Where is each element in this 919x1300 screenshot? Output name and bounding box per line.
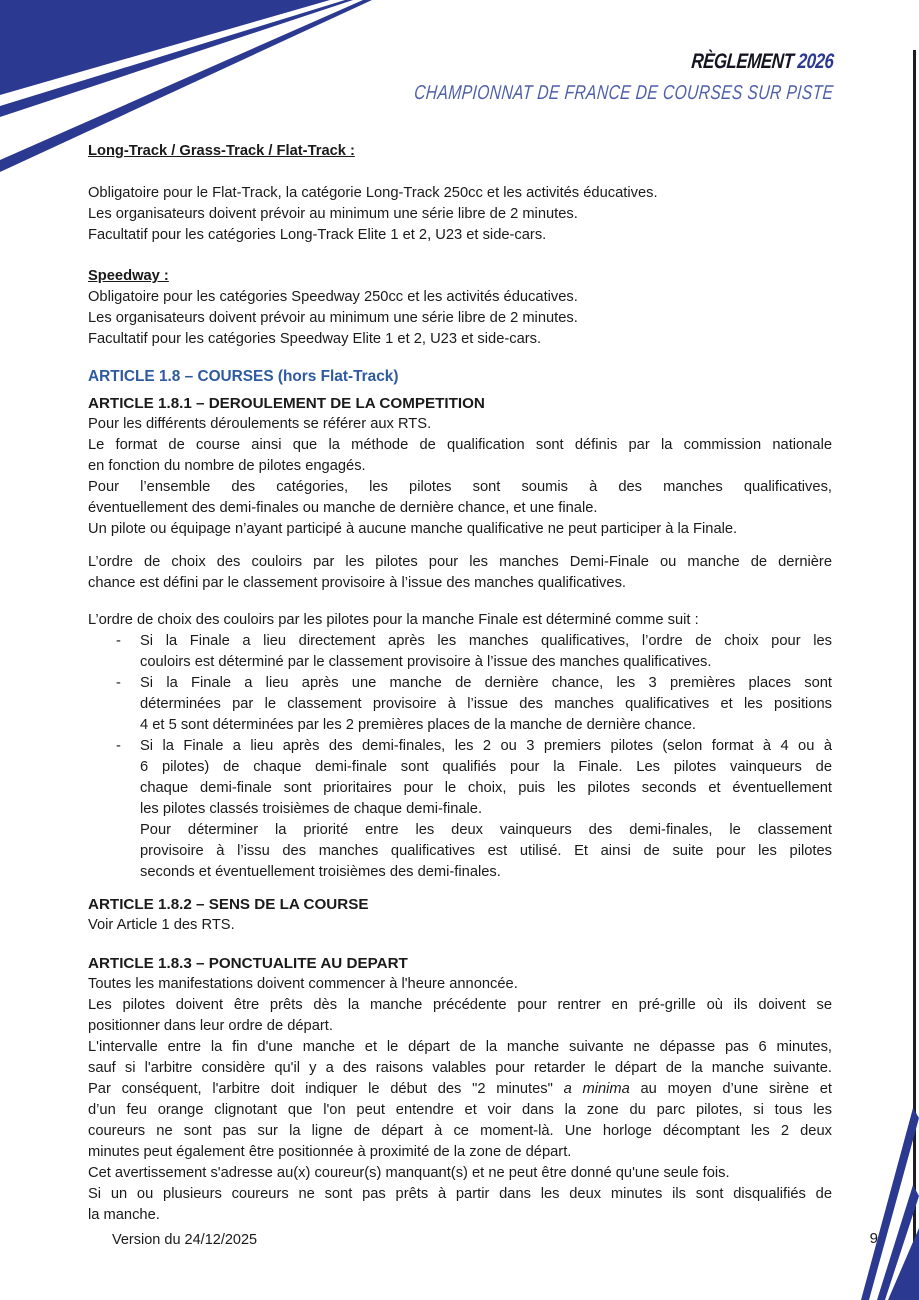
heading-longtrack: Long-Track / Grass-Track / Flat-Track :: [88, 143, 355, 159]
text-line: Pour déterminer la priorité entre les deux vainqueurs des demi-finales, le classement: [140, 822, 832, 838]
text-line: les pilotes classés troisièmes de chaque demi-finale.: [140, 801, 483, 817]
para-ordre-finale: [88, 610, 832, 631]
text-line: Facultatif pour les catégories Speedway Elite 1 et 2, U23 et side-cars.: [88, 331, 542, 347]
para-ordre-demi-finale: [88, 552, 832, 594]
reglement-year: 2026: [796, 50, 835, 73]
text-line: couloirs est déterminé par le classement provisoire à l’issue des manches qualificatives.: [140, 654, 712, 670]
text-line: Facultatif pour les catégories Long-Track Elite 1 et 2, U23 et side-cars.: [88, 227, 547, 243]
text-line: Si un ou plusieurs coureurs ne sont pas prêts à partir dans les deux minutes ils sont disqualifiés de: [88, 1186, 832, 1202]
list-dash: -: [116, 738, 121, 754]
text-line: en fonction du nombre de pilotes engagés.: [88, 458, 366, 474]
list-dash: -: [116, 675, 121, 691]
heading-article-1-8-2: ARTICLE 1.8.2 – SENS DE LA COURSE: [88, 896, 369, 913]
text-line: Si la Finale a lieu après des demi-finales, les 2 ou 3 premiers pilotes (selon format à 4 ou à: [140, 738, 832, 754]
text-line: Les pilotes doivent être prêts dès la manche précédente pour rentrer en pré-grille où ils doivent se: [88, 997, 832, 1013]
text-line: Voir Article 1 des RTS.: [88, 917, 235, 933]
text-segment: au moyen d’une sirène et: [629, 1081, 832, 1097]
text-line: Si la Finale a lieu directement après les manches qualificatives, l’ordre de choix pour les: [140, 633, 832, 649]
text-line: déterminées par le classement provisoire à l’issue des manches qualificatives et les positions: [140, 696, 832, 712]
text-line: Si la Finale a lieu après une manche de dernière chance, les 3 premières places sont: [140, 675, 832, 691]
reglement-word: RÈGLEMENT: [690, 50, 794, 73]
text-line: positionner dans leur ordre de départ.: [88, 1018, 333, 1034]
text-line: Obligatoire pour le Flat-Track, la catégorie Long-Track 250cc et les activités éducatives.: [88, 185, 658, 201]
footer-page-number: 9: [869, 1230, 878, 1247]
para-speedway: [88, 287, 832, 350]
text-line: Les organisateurs doivent prévoir au minimum une série libre de 2 minutes.: [88, 310, 578, 326]
text-line: seconds et éventuellement troisièmes des demi-finales.: [140, 864, 501, 880]
list-item: [88, 673, 832, 736]
text-line: Le format de course ainsi que la méthode de qualification sont définis par la commission nationale: [88, 437, 832, 453]
text-line-with-italic: [88, 1079, 832, 1100]
reglement-title: [690, 50, 834, 74]
text-line: 4 et 5 sont déterminées par les 2 premières places de la manche de dernière chance.: [140, 717, 696, 733]
text-line: 6 pilotes) de chaque demi-finale sont qualifiés pour la Finale. Les pilotes vainqueurs de: [140, 759, 832, 775]
text-line: la manche.: [88, 1207, 160, 1223]
text-line: Pour les différents déroulements se référer aux RTS.: [88, 416, 432, 432]
page-header: [296, 50, 833, 105]
para-longtrack: [88, 183, 832, 246]
footer-version-label: Version du 24/12/2025: [112, 1232, 258, 1248]
list-item: [88, 736, 832, 820]
text-line: chaque demi-finale sont prioritaires pour le choix, puis les pilotes seconds et éventuellement: [140, 780, 832, 796]
text-line: coureurs ne sont pas sur la ligne de départ à ce moment-là. Une horloge décomptant les 2 deux: [88, 1123, 832, 1139]
text-line: L'intervalle entre la fin d'une manche et le départ de la manche suivante ne dépasse pas 6 minutes,: [88, 1039, 832, 1055]
text-line: chance est défini par le classement provisoire à l’issue des manches qualificatives.: [88, 575, 626, 591]
list-item-continuation: [140, 820, 832, 883]
heading-speedway: Speedway :: [88, 268, 169, 284]
text-line: éventuellement des demi-finales ou manche de dernière chance, et une finale.: [88, 500, 598, 516]
text-line: L’ordre de choix des couloirs par les pilotes pour la manche Finale est déterminé comme suit :: [88, 612, 699, 628]
para-ponctualite: [88, 974, 832, 1226]
text-line: sauf si l'arbitre considère qu'il y a des raisons valables pour retarder le départ de la manche suivante.: [88, 1060, 832, 1076]
para-deroulement: [88, 414, 832, 540]
document-body: [88, 141, 832, 1226]
text-line: L’ordre de choix des couloirs par les pilotes pour les manches Demi-Finale ou manche de dernière: [88, 554, 832, 570]
text-line: Obligatoire pour les catégories Speedway 250cc et les activités éducatives.: [88, 289, 578, 305]
heading-article-1-8-1: ARTICLE 1.8.1 – DEROULEMENT DE LA COMPETITION: [88, 395, 485, 412]
text-line: minutes peut également être positionnée à proximité de la zone de départ.: [88, 1144, 572, 1160]
text-line: d’un feu orange clignotant que l'on peut entendre et voir dans la zone du parc pilotes, si tous les: [88, 1102, 832, 1118]
text-segment: Par conséquent, l'arbitre doit indiquer le début des "2 minutes": [88, 1081, 564, 1097]
corner-swoosh-bottom-right-graphic: [844, 1100, 919, 1300]
italic-segment: a minima: [563, 1081, 630, 1097]
text-line: Toutes les manifestations doivent commencer à l'heure annoncée.: [88, 976, 518, 992]
heading-article-1-8: ARTICLE 1.8 – COURSES (hors Flat-Track): [88, 368, 399, 385]
list-dash: -: [116, 633, 121, 649]
heading-article-1-8-3: ARTICLE 1.8.3 – PONCTUALITE AU DEPART: [88, 955, 408, 972]
list-item: [88, 631, 832, 673]
championship-subtitle: CHAMPIONNAT DE FRANCE DE COURSES SUR PISTE: [412, 82, 834, 104]
text-line: Pour l’ensemble des catégories, les pilotes sont soumis à des manches qualificatives,: [88, 479, 832, 495]
text-line: Un pilote ou équipage n’ayant participé à aucune manche qualificative ne peut participer à la Finale.: [88, 521, 738, 537]
text-line: Les organisateurs doivent prévoir au minimum une série libre de 2 minutes.: [88, 206, 578, 222]
text-line: provisoire à l’issu des manches qualificatives est utilisé. Et ainsi de suite pour les pilotes: [140, 843, 832, 859]
text-line: Cet avertissement s'adresse au(x) coureur(s) manquant(s) et ne peut être donné qu'une seule fois.: [88, 1165, 730, 1181]
